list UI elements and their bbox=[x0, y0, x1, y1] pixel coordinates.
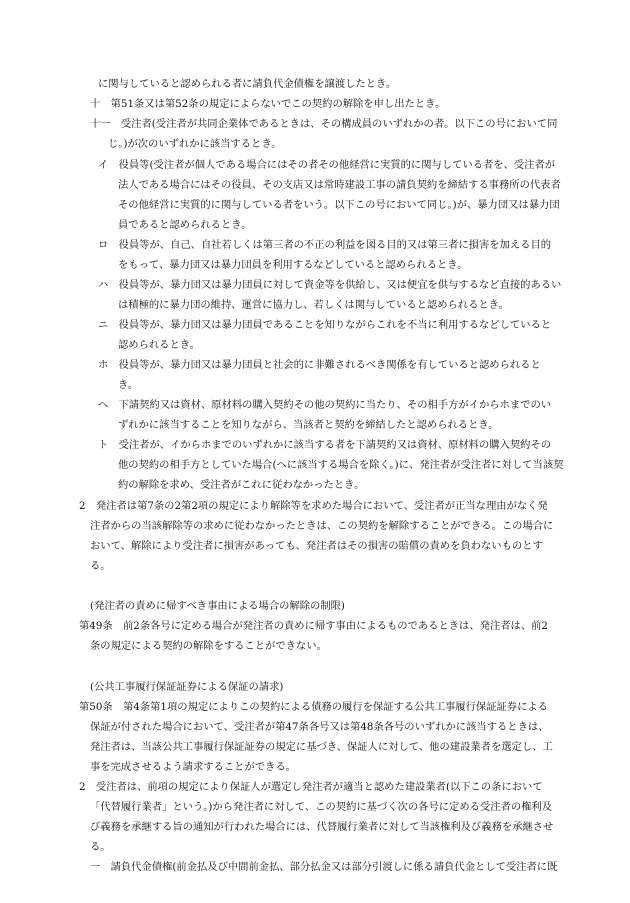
text-line: その他経営に実質的に関与している者をいう。以下この号において同じ。)が、暴力団又は暴力団 bbox=[118, 199, 560, 211]
text-line: 事を完成させるよう請求することができる。 bbox=[90, 761, 296, 773]
text-line: おいて、解除により受注者に損害があっても、発注者はその損害の賠償の責めを負わないものとす bbox=[90, 540, 543, 552]
section-heading: (発注者の責めに帰すべき事由による場合の解除の制限) bbox=[90, 600, 345, 612]
text-line: 十 第51条又は第52条の規定によらないでこの契約の解除を申し出たとき。 bbox=[90, 98, 446, 110]
text-line: 第50条 第4条第1項の規定によりこの契約による債務の履行を保証する公共工事履行保証証券による bbox=[79, 701, 548, 713]
text-line: 一 請負代金債権(前金払及び中間前金払、部分払金又は部分引渡しに係る請負代金として受注者に既 bbox=[90, 861, 558, 873]
text-line: 員であると認められるとき。 bbox=[118, 219, 252, 231]
text-line: ホ 役員等が、暴力団又は暴力団員と社会的に非難されるべき関係を有していると認められると bbox=[98, 359, 541, 371]
text-line: 注者からの当該解除等の求めに従わなかったときは、この契約を解除することができる。この場合に bbox=[90, 520, 554, 532]
text-line: き。 bbox=[118, 379, 139, 391]
text-line: 条の規定による契約の解除をすることができない。 bbox=[90, 640, 327, 652]
text-line: ヘ 下請契約又は資材、原材料の購入契約その他の契約に当たり、その相手方がイからホまでのい bbox=[98, 399, 552, 411]
text-line: 発注者は、当該公共工事履行保証証券の規定に基づき、保証人に対して、他の建設業者を選定し、工 bbox=[90, 741, 553, 753]
text-line: ずれかに該当することを知りながら、当該者と契約を締結したと認められるとき。 bbox=[118, 419, 499, 431]
text-line: をもって、暴力団又は暴力団員を利用するなどしていると認められるとき。 bbox=[118, 259, 468, 271]
text-line: 2 発注者は第7条の2第2項の規定により解除等を求めた場合において、受注者が正当な理由がなく発 bbox=[79, 500, 548, 512]
text-line: 2 受注者は、前項の規定により保証人が選定し発注者が適当と認めた建設業者(以下この条において bbox=[79, 781, 543, 793]
text-line: ロ 役員等が、自己、自社若しくは第三者の不正の利益を図る目的又は第三者に損害を加える目的 bbox=[98, 239, 552, 251]
text-line: び義務を承継する旨の通知が行われた場合には、代替履行業者に対して当該権利及び義務を承継させ bbox=[90, 821, 554, 833]
text-line: に関与していると認められる者に請負代金債権を譲渡したとき。 bbox=[98, 78, 397, 90]
text-line: る。 bbox=[90, 560, 111, 572]
text-line: イ 役員等(受注者が個人である場合にはその者その他経営に実質的に関与している者を、受注者が bbox=[98, 159, 556, 171]
text-line: 約の解除を求め、受注者がこれに従わなかったとき。 bbox=[118, 479, 365, 491]
text-line: 認められるとき。 bbox=[118, 339, 200, 351]
section-heading: (公共工事履行保証証券による保証の請求) bbox=[90, 681, 284, 693]
text-line: 法人である場合にはその役員、その支店又は常時建設工事の請負契約を締結する事務所の代表者 bbox=[118, 179, 561, 191]
text-line: 「代替履行業者」という。)から発注者に対して、この契約に基づく次の各号に定める受注者の権利及 bbox=[90, 801, 553, 813]
text-line: る。 bbox=[90, 841, 111, 853]
text-line: ハ 役員等が、暴力団又は暴力団員に対して資金等を供給し、又は便宜を供与するなど直接的あるい bbox=[98, 279, 562, 291]
text-line: ニ 役員等が、暴力団又は暴力団員であることを知りながらこれを不当に利用するなどしていると bbox=[98, 319, 552, 331]
text-line: 第49条 前2条各号に定める場合が発注者の責めに帰す事由によるものであるときは、発注者は、前2 bbox=[79, 620, 548, 632]
text-line: じ。)が次のいずれかに該当するとき。 bbox=[108, 138, 282, 150]
text-line: 保証が付された場合において、受注者が第47条各号又は第48条各号のいずれかに該当するときは、 bbox=[90, 721, 549, 733]
text-line: は積極的に暴力団の維持、運営に協力し、若しくは関与していると認められるとき。 bbox=[118, 299, 509, 311]
text-line: 十一 受注者(受注者が共同企業体であるときは、その構成員のいずれかの者。以下この号において同 bbox=[90, 118, 558, 130]
text-line: 他の契約の相手方としていた場合(ヘに該当する場合を除く。)に、発注者が受注者に対して当該契 bbox=[118, 459, 564, 471]
text-line: ト 受注者が、イからホまでのいずれかに該当する者を下請契約又は資材、原材料の購入契約その bbox=[98, 439, 552, 451]
